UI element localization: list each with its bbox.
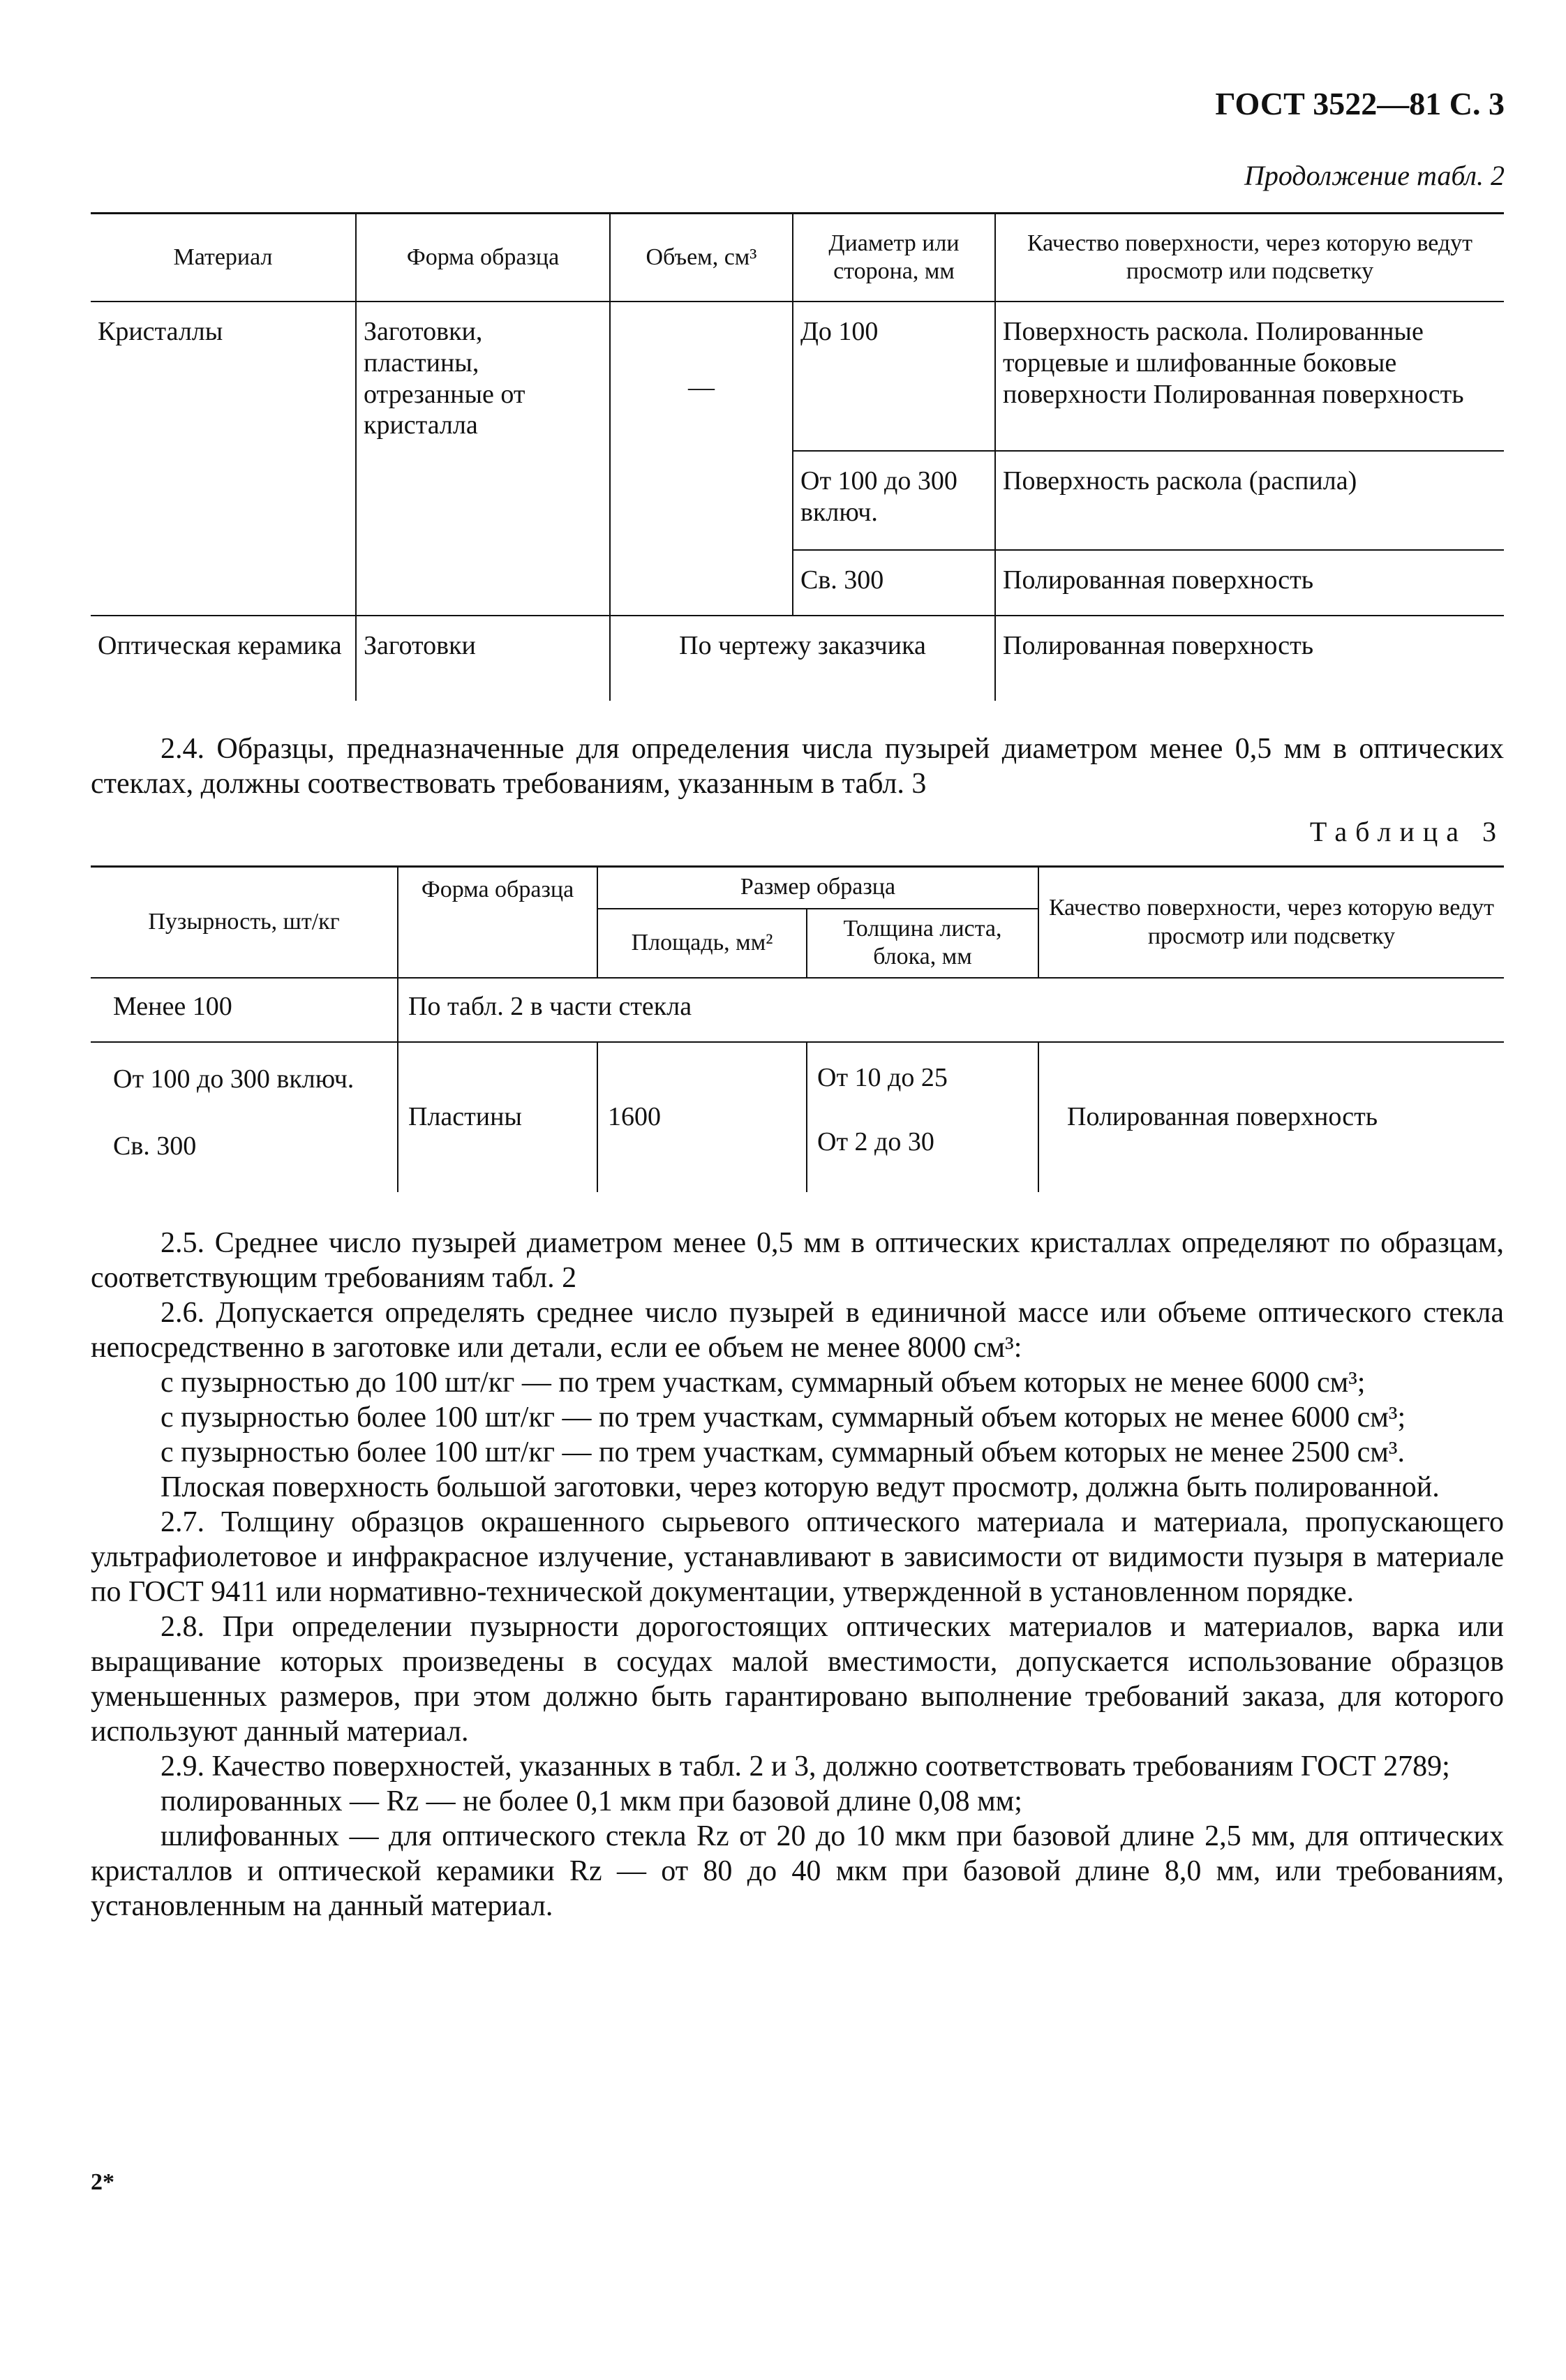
thickness-range-b: От 2 до 30	[817, 1127, 934, 1157]
col-quality: Качество поверхности, через которую ведут просмотр или подсветку	[1038, 867, 1504, 979]
paragraph-2-9: 2.9. Качество поверхностей, указанных в табл. 2 и 3, должно соответствовать требованиям ГОСТ 2789;	[161, 1750, 1450, 1783]
paragraph-2-4	[91, 731, 1504, 801]
table-3	[91, 865, 1504, 1192]
thickness-range-a: От 10 до 25	[817, 1063, 948, 1093]
paragraph-2-6-c: с пузырностью более 100 шт/кг — по трем участкам, суммарный объем которых не менее 2500 см³.	[161, 1436, 1405, 1468]
table-row	[91, 978, 1504, 1042]
col-form: Форма образца	[398, 867, 597, 979]
cell-material: Оптическая керамика	[91, 616, 356, 701]
table-row	[91, 302, 1504, 451]
col-material: Материал	[91, 214, 356, 302]
paragraph-2-7: 2.7. Толщину образцов окрашенного сырьевого оптического материала и материала, пропускающего ультрафиолетовое и инфракрасное излучение, устанавливают в зависимости от видимости пузыря в материале по ГОСТ 9411 или нормативно-технической документации, утвержденной в установленном порядке.	[91, 1506, 1504, 1608]
cell-reference: По табл. 2 в части стекла	[398, 978, 1504, 1042]
bubbles-range-b: Св. 300	[113, 1131, 197, 1161]
cell-volume: —	[610, 302, 793, 616]
cell-form: Пластины	[398, 1042, 597, 1192]
col-quality: Качество поверхности, через которую ведут просмотр или подсветку	[995, 214, 1504, 302]
col-volume: Объем, см³	[610, 214, 793, 302]
cell-volume-size: По чертежу заказчика	[610, 616, 995, 701]
col-size: Размер образца	[597, 867, 1038, 909]
paragraph-2-9-b: шлифованных — для оптического стекла Rz от 20 до 10 мкм при базовой длине 2,5 мм, для оптических кристаллов и оптической керамики Rz — от 80 до 40 мкм при базовой длине 8,0 мм, или требованиям, установленным на данный материал.	[91, 1820, 1504, 1922]
paragraph-2-6-a: с пузырностью до 100 шт/кг — по трем участкам, суммарный объем которых не менее 6000 см³;	[161, 1367, 1366, 1399]
table-header-row	[91, 214, 1504, 302]
table-row	[91, 616, 1504, 701]
paragraph-2-8: 2.8. При определении пузырности дорогостоящих оптических материалов и материалов, варка или выращивание которых произведены в сосудах малой вместимости, допускается использование образцов уменьшенных размеров, при этом должно быть гарантировано выполнение требований заказа, для которого используют данный материал.	[91, 1611, 1504, 1748]
col-form: Форма образца	[356, 214, 610, 302]
bubbles-range-a: От 100 до 300 включ.	[113, 1064, 355, 1094]
cell-bubbles: Менее 100	[113, 992, 232, 1022]
cell-bubbles	[91, 1042, 398, 1192]
paragraph-2-6-b: с пузырностью более 100 шт/кг — по трем участкам, суммарный объем которых не менее 6000 см³;	[161, 1401, 1406, 1434]
cell-form: Заготовки, пластины, отрезанные от кристалла	[356, 302, 610, 616]
cell-quality: Поверхность раскола (распила)	[995, 451, 1504, 550]
cell-quality: Полированная поверхность	[995, 616, 1504, 701]
cell-area: 1600	[597, 1042, 807, 1192]
paragraph-text: 2.4. Образцы, предназначенные для определения числа пузырей диаметром менее 0,5 мм в оптических стеклах, должны соотвествовать требованиям, указанным в табл. 3	[91, 733, 1504, 800]
cell-size: До 100	[793, 302, 995, 451]
paragraph-2-6: 2.6. Допускается определять среднее число пузырей в единичной массе или объеме оптического стекла непосредственно в заготовке или детали, если ее объем не менее 8000 см³:	[91, 1297, 1504, 1364]
body-text	[91, 1226, 1504, 1924]
table-continuation-label: Продолжение табл. 2	[1244, 160, 1505, 191]
cell-material: Кристаллы	[98, 317, 223, 346]
table-row	[91, 1042, 1504, 1192]
cell-form: Заготовки	[356, 616, 610, 701]
cell-size: От 100 до 300 включ.	[793, 451, 995, 550]
cell-quality: Поверхность раскола. Полированные торцевые и шлифованные боковые поверхности Полированная поверхность	[995, 302, 1504, 451]
col-bubbles: Пузырность, шт/кг	[91, 867, 398, 979]
col-size: Диаметр или сторона, мм	[793, 214, 995, 302]
page-header: ГОСТ 3522—81 С. 3	[1215, 86, 1505, 121]
cell-thickness	[807, 1042, 1038, 1192]
table-3-title: Таблица 3	[1309, 816, 1505, 847]
page-mark: 2*	[91, 2169, 114, 2195]
cell-quality: Полированная поверхность	[995, 550, 1504, 616]
cell-size: Св. 300	[793, 550, 995, 616]
table-header-row	[91, 867, 1504, 909]
paragraph-2-5: 2.5. Среднее число пузырей диаметром менее 0,5 мм в оптических кристаллах определяют по образцам, соответствующим требованиям табл. 2	[91, 1227, 1504, 1294]
table-2	[91, 212, 1504, 701]
col-thickness: Толщина листа, блока, мм	[807, 909, 1038, 979]
cell-quality: Полированная поверхность	[1038, 1042, 1504, 1192]
paragraph-2-6-d: Плоская поверхность большой заготовки, через которую ведут просмотр, должна быть полированной.	[161, 1471, 1440, 1503]
paragraph-2-9-a: полированных — Rz — не более 0,1 мкм при базовой длине 0,08 мм;	[161, 1785, 1022, 1817]
col-area: Площадь, мм²	[597, 909, 807, 979]
